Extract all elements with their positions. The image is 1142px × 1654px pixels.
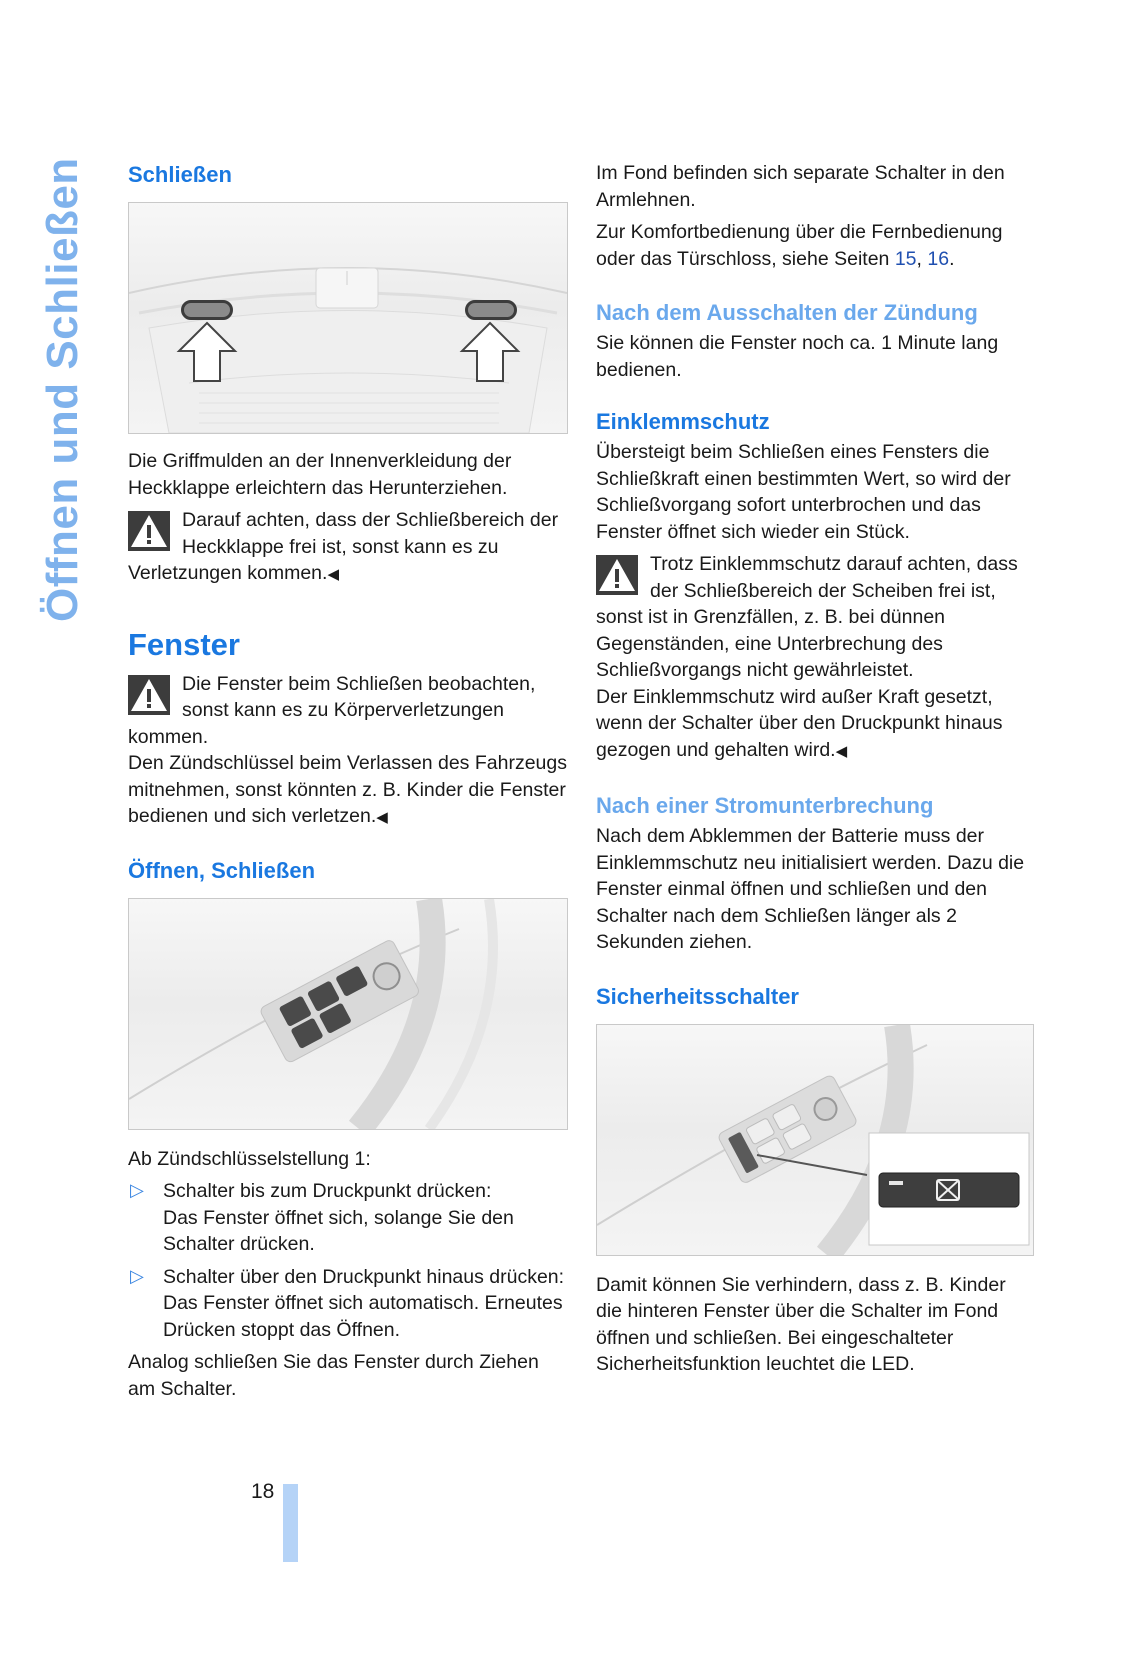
- list-item: [128, 1264, 570, 1344]
- warning-text: Darauf achten, dass der Schließbereich der Heckklappe frei ist, sonst kann es zu Verletzungen kommen.: [128, 509, 559, 584]
- arrow-up-icon: [176, 321, 238, 383]
- figure-safety-switch: [596, 1024, 1034, 1256]
- paragraph-ignition-position: Ab Zündschlüsselstellung 1:: [128, 1147, 371, 1170]
- section-heading-fenster: Fenster: [128, 626, 240, 662]
- arrow-up-icon: [459, 321, 521, 383]
- list-item-detail: Das Fenster öffnet sich automatisch. Erneutes Drücken stoppt das Öffnen.: [163, 1292, 563, 1341]
- paragraph-rear-switches: Im Fond befinden sich separate Schalter in den Armlehnen.: [596, 162, 1005, 211]
- grip-recess-left: [181, 300, 233, 320]
- figure-tailgate-grips: [128, 202, 568, 434]
- section-heading-stromunterbrechung: Nach einer Stromunterbrechung: [596, 793, 934, 818]
- end-mark-icon: ◀: [327, 566, 339, 583]
- safety-switch-illustration: [597, 1025, 1033, 1255]
- section-heading-nach-zuendung: Nach dem Ausschalten der Zündung: [596, 300, 978, 325]
- warning-text-2: Den Zündschlüssel beim Verlassen des Fahrzeugs mitnehmen, sonst könnten z. B. Kinder die Fenster bedienen und sich verletzen.: [128, 752, 567, 827]
- page-link-16[interactable]: 16: [927, 247, 950, 270]
- chapter-side-title: Öffnen und Schließen: [38, 157, 87, 622]
- paragraph-stromunterbrechung: Nach dem Abklemmen der Batterie muss der Einklemmschutz neu initialisiert werden. Dazu die Fenster einmal öffnen und schließen und den Schalter nach dem Schließen länger als 2 Sekunden ziehen.: [596, 825, 1025, 953]
- section-heading-oeffnen-schliessen: Öffnen, Schließen: [128, 857, 316, 883]
- end-mark-icon: ◀: [835, 742, 848, 760]
- warning-pinch-protection: [596, 551, 1036, 765]
- list-item-lead: Schalter bis zum Druckpunkt drücken:: [163, 1180, 492, 1202]
- suffix: .: [949, 247, 955, 270]
- grip-recess-right: [465, 300, 517, 320]
- left-column: [128, 160, 570, 1402]
- section-heading-schliessen: Schließen: [128, 162, 232, 187]
- paragraph-griffmulden: Die Griffmulden an der Innenverkleidung der Heckklappe erleichtern das Herunterziehen.: [128, 450, 512, 499]
- separator: ,: [916, 247, 928, 270]
- warning-tailgate: [128, 507, 570, 589]
- comfort-text: Zur Komfortbedienung über die Fernbedienung oder das Türschloss, siehe Seiten: [596, 221, 1003, 270]
- warning-triangle-icon: [128, 675, 170, 715]
- paragraph-comfort-operation: [596, 219, 1036, 272]
- warning-triangle-icon: [128, 511, 170, 551]
- warning-text: Die Fenster beim Schließen beobachten, sonst kann es zu Körperverletzungen kommen.: [128, 672, 536, 748]
- paragraph-einklemmschutz: Übersteigt beim Schließen eines Fensters die Schließkraft einen bestimmten Wert, so wird der Schließvorgang sofort unterbrochen und das Fenster öffnet sich wieder ein Stück.: [596, 441, 1011, 543]
- section-heading-einklemmschutz: Einklemmschutz: [596, 409, 770, 434]
- warning-text-2: Der Einklemmschutz wird außer Kraft gesetzt, wenn der Schalter über den Druckpunkt hinaus gezogen und gehalten wird.: [596, 685, 1003, 761]
- right-column: [596, 160, 1036, 1378]
- warning-text: Trotz Einklemmschutz darauf achten, dass der Schließbereich der Scheiben frei ist, sonst ist in Grenzfällen, z. B. bei dünnen Gegenständen, eine Unterbrechung des Schließvorgangs nicht gewährleistet.: [596, 553, 1018, 681]
- page-link-15[interactable]: 15: [894, 247, 917, 270]
- end-mark-icon: ◀: [376, 809, 388, 826]
- bullet-triangle-icon: ▷: [130, 1180, 144, 1200]
- warning-windows: [128, 671, 570, 832]
- warning-triangle-icon: [596, 555, 638, 595]
- section-heading-sicherheitsschalter: Sicherheitsschalter: [596, 983, 799, 1009]
- bullet-triangle-icon: ▷: [130, 1265, 144, 1286]
- paragraph-closing: Analog schließen Sie das Fenster durch Ziehen am Schalter.: [128, 1351, 539, 1400]
- door-switch-illustration: [129, 899, 567, 1129]
- page-marker-bar: [283, 1484, 298, 1562]
- page-number: 18: [251, 1480, 275, 1503]
- paragraph-nach-zuendung: Sie können die Fenster noch ca. 1 Minute lang bedienen.: [596, 332, 999, 381]
- paragraph-sicherheitsschalter: Damit können Sie verhindern, dass z. B. Kinder die hinteren Fenster über die Schalter im Fond öffnen und schließen. Bei eingeschalteter Sicherheitsfunktion leuchtet die LED.: [596, 1273, 1006, 1375]
- figure-window-switches: [128, 898, 568, 1130]
- list-item-detail: Das Fenster öffnet sich, solange Sie den Schalter drücken.: [163, 1206, 514, 1255]
- list-item-lead: Schalter über den Druckpunkt hinaus drücken:: [163, 1265, 565, 1288]
- list-item: [128, 1178, 570, 1258]
